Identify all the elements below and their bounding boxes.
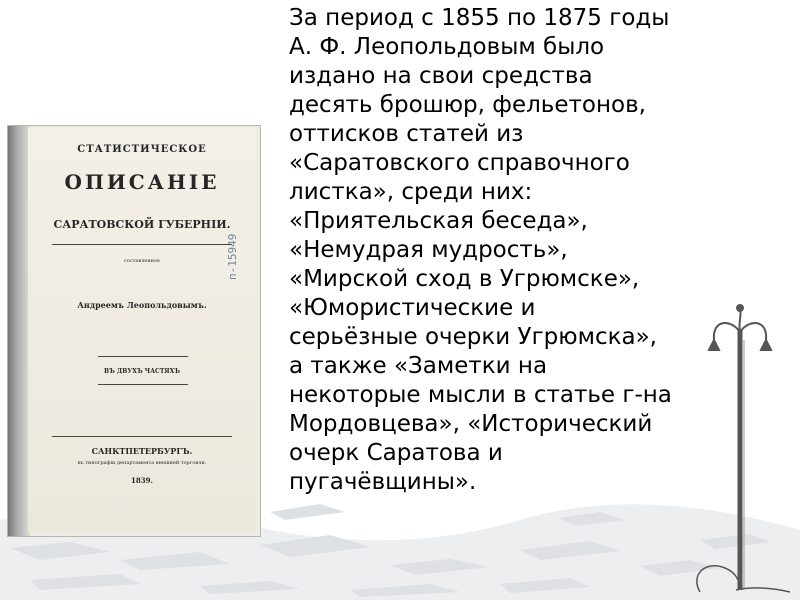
book-compiled-by: составленное <box>124 258 160 264</box>
book-city: САНКТПЕТЕРБУРГЪ. <box>91 446 193 456</box>
book-rule <box>98 356 188 357</box>
book-rule <box>98 384 188 385</box>
main-paragraph: За период с 1855 по 1875 годы А. Ф. Леопольдовым было издано на свои средства десять брошюр, фельетонов, оттисков статей из «Саратовского справочного листка», среди них: «Приятельская беседа», «Немудрая мудрость», «Мирской сход в Угрюмске», «Юмористические и серьёзные очерки Угрюмска», а также «Заметки на некоторые мысли в статье г-на Мордовцева», «Исторический очерк Саратова и пугачёвщины». <box>289 5 672 495</box>
book-rule <box>52 436 232 437</box>
book-title-line1: СТАТИСТИЧЕСКОЕ <box>77 144 207 155</box>
book-page <box>28 128 256 533</box>
book-title-line3: САРАТОВСКОЙ ГУБЕРНІИ. <box>53 218 231 231</box>
book-rule <box>52 244 232 245</box>
book-spine <box>8 126 30 536</box>
book-title-line2: ОПИСАНІЕ <box>64 170 220 194</box>
library-stamp: п-15949 <box>226 233 239 280</box>
book-printer: въ типографіи департамента внешней торговли. <box>77 460 207 466</box>
book-year: 1839. <box>131 476 153 485</box>
book-parts: ВЪ ДВУХЪ ЧАСТЯХЪ <box>104 368 180 375</box>
book-title-page-photo <box>8 126 260 536</box>
book-author: Андреемъ Леопольдовымъ. <box>77 300 207 310</box>
